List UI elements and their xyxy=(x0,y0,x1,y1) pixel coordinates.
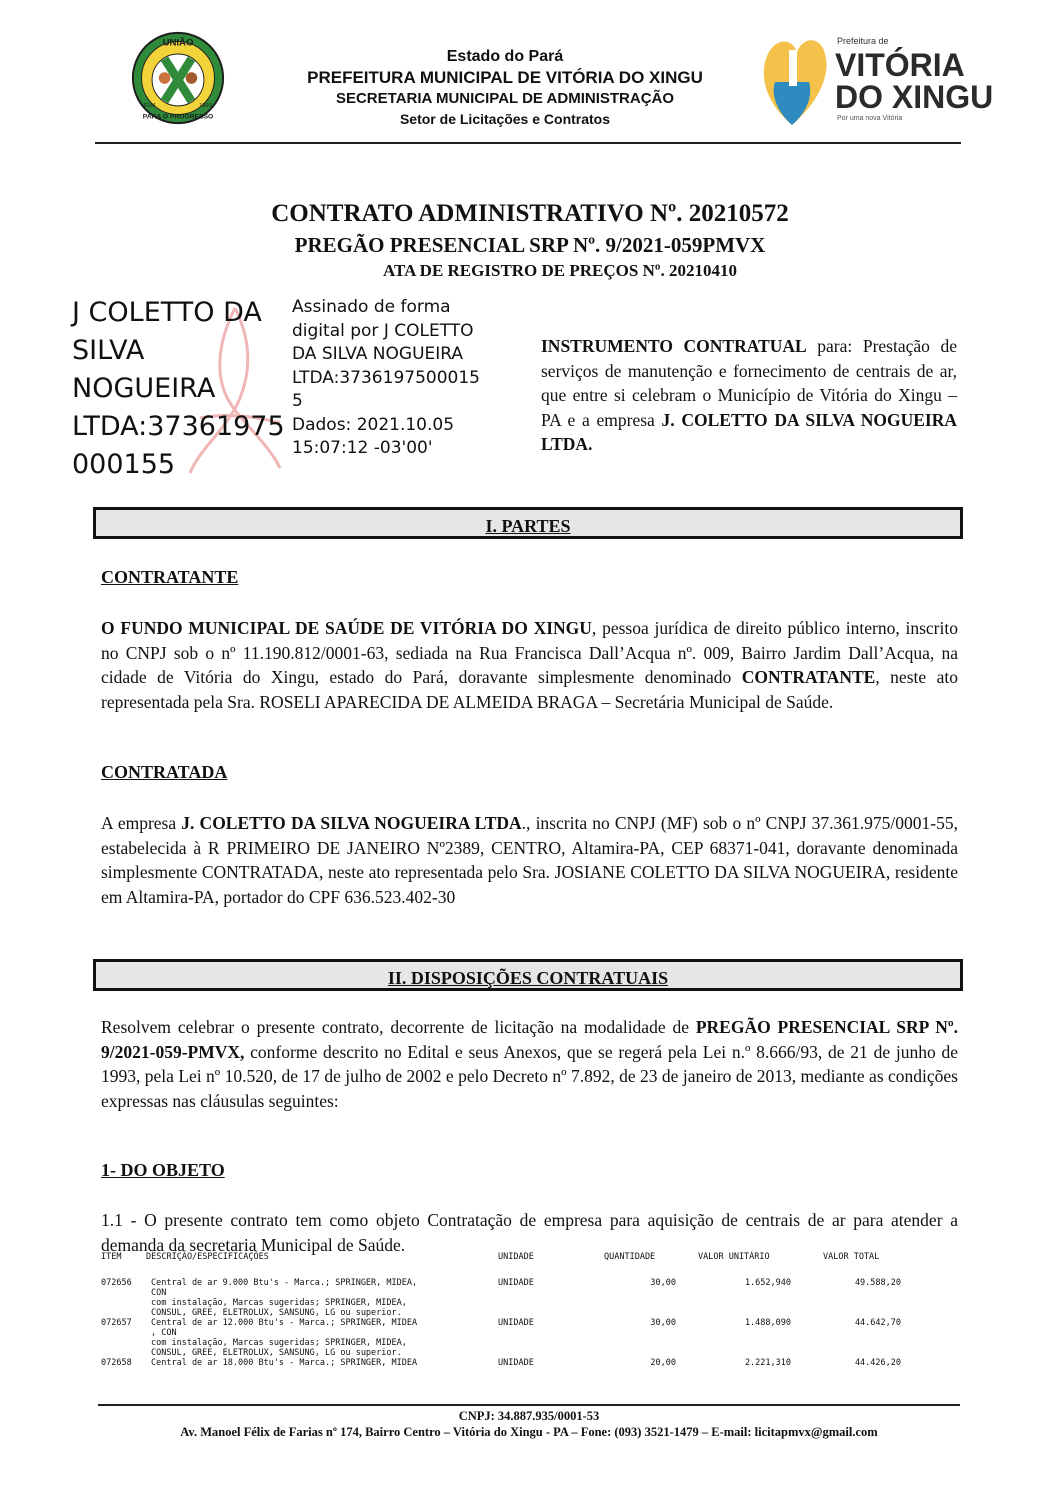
table-row-cont xyxy=(101,1298,921,1308)
logo-line2: DO XINGU xyxy=(835,79,994,115)
table-row-cont xyxy=(101,1348,921,1358)
contratante-text2: , neste ato representada pela Sra. ROSELI APARECIDA DE ALMEIDA BRAGA – Secretária Municipal de Saúde. xyxy=(101,667,958,712)
instrumento-text: para: Prestação de serviços de manutenção e fornecimento de centrais de ar, que entre si celebram o Município de Vitória do Xingu – PA e a empresa xyxy=(541,336,958,430)
col-total-header: VALOR TOTAL xyxy=(823,1252,880,1262)
item-desc-line: com instalação, Marcas sugeridas; SPRINGER, MIDEA, xyxy=(151,1338,407,1348)
resolvem-bold: PREGÃO PRESENCIAL SRP Nº. 9/2021-059-PMVX, xyxy=(101,1017,958,1062)
item-desc-line: Central de ar 12.000 Btu's - Marca.; SPRINGER, MIDEA xyxy=(151,1318,418,1328)
instrumento-contratual xyxy=(541,334,957,457)
contratada-heading: CONTRATADA xyxy=(101,762,228,782)
signature-name-line: LTDA:37361975 xyxy=(72,411,285,442)
item-qtd: 30,00 xyxy=(650,1318,676,1328)
logo-tagline: Por uma nova Vitória xyxy=(837,115,903,122)
contrato-title: CONTRATO ADMINISTRATIVO Nº. 20210572 xyxy=(271,200,789,227)
table-row-cont xyxy=(101,1308,921,1318)
table-row-cont xyxy=(101,1338,921,1348)
contratada-paragraph xyxy=(101,811,958,909)
contratada-name: J. COLETTO DA SILVA NOGUEIRA LTDA xyxy=(181,813,522,833)
item-unit-price: 1.488,090 xyxy=(744,1318,791,1328)
header-secretaria: SECRETARIA MUNICIPAL DE ADMINISTRAÇÃO xyxy=(335,90,675,107)
footer-cnpj: CNPJ: 34.887.935/0001-53 xyxy=(458,1409,600,1423)
crest-year-right: 1993 xyxy=(199,102,212,109)
signature-detail-line: LTDA:3736197500015 xyxy=(292,367,480,388)
item-unidade: UNIDADE xyxy=(498,1318,534,1328)
vitoria-do-xingu-logo xyxy=(757,30,994,130)
signature-detail-line: 15:07:12 -03'00' xyxy=(292,438,433,458)
item-desc-line: CONSUL, GREE, ELETROLUX, SANSUNG, LG ou superior. xyxy=(151,1348,402,1358)
footer-address: Av. Manoel Félix de Farias nº 174, Bairro Centro – Vitória do Xingu - PA – Fone: (093) 3521-1479 – E-mail: licitapmvx@gmail.com xyxy=(180,1425,878,1439)
header-prefeitura: PREFEITURA MUNICIPAL DE VITÓRIA DO XINGU xyxy=(307,68,703,87)
section-partes-title: I. PARTES xyxy=(485,516,571,536)
signature-detail-line: digital por J COLETTO xyxy=(292,320,474,341)
crest-top-text: UNIÃO xyxy=(162,37,194,49)
table-row xyxy=(101,1278,921,1288)
footer-divider xyxy=(98,1404,960,1406)
contratada-text2: ., inscrita no CNPJ (MF) sob o nº CNPJ 37.361.975/0001-55, estabelecida à R PRIMEIRO DE JANEIRO Nº2389, CENTRO, Altamira-PA, CEP 68371-041, doravante denominada simplesmente CONTRATADA, neste ato representada pelo Sra. JOSIANE COLETTO DA SILVA NOGUEIRA, residente em Altamira-PA, portador do CPF 636.523.402-30 xyxy=(101,813,958,907)
signature-detail-line: Assinado de forma xyxy=(292,297,451,317)
contratante-heading: CONTRATANTE xyxy=(101,567,239,587)
item-total: 49.588,20 xyxy=(854,1278,901,1288)
section-disposicoes-title: II. DISPOSIÇÕES CONTRATUAIS xyxy=(387,968,669,988)
section-partes-header xyxy=(93,507,963,539)
contratante-role: CONTRATANTE xyxy=(741,667,876,687)
signature-name-line: NOGUEIRA xyxy=(72,373,216,404)
document-titles xyxy=(100,198,960,282)
col-unidade-header: UNIDADE xyxy=(498,1252,534,1262)
col-desc-header: DESCRIÇÃO/ESPECIFICAÇÕES xyxy=(146,1252,269,1262)
items-header-row xyxy=(101,1252,921,1262)
signature-name-line: 000155 xyxy=(72,449,176,480)
item-code: 072657 xyxy=(101,1318,132,1328)
logo-small-text: Prefeitura de xyxy=(837,36,889,46)
signature-name-line: J COLETTO DA xyxy=(72,297,262,328)
page-header xyxy=(95,28,994,144)
item-desc-line: CON xyxy=(151,1288,167,1298)
items-table xyxy=(101,1252,921,1368)
item-code: 072658 xyxy=(101,1358,132,1368)
crest-year-left: 8161 xyxy=(143,102,157,109)
item-unidade: UNIDADE xyxy=(498,1278,534,1288)
section-disposicoes-header xyxy=(93,959,963,991)
table-row-cont xyxy=(101,1288,921,1298)
item-unit-price: 2.221,310 xyxy=(744,1358,791,1368)
logo-line1: VITÓRIA xyxy=(835,47,965,83)
contratada-text1: A empresa xyxy=(101,813,182,833)
item-total: 44.426,20 xyxy=(854,1358,901,1368)
col-unit-header: VALOR UNITÁRIO xyxy=(698,1252,770,1262)
objeto-heading: 1- DO OBJETO xyxy=(101,1160,225,1180)
resolvem-text1: Resolvem celebrar o presente contrato, decorrente de licitação na modalidade de xyxy=(101,1017,696,1037)
instrumento-lead: INSTRUMENTO CONTRATUAL xyxy=(541,336,807,356)
header-divider xyxy=(95,142,961,144)
item-unidade: UNIDADE xyxy=(498,1358,534,1368)
table-row xyxy=(101,1358,921,1368)
header-setor: Setor de Licitações e Contratos xyxy=(399,111,611,127)
municipal-crest-logo xyxy=(130,30,226,126)
item-code: 072656 xyxy=(101,1278,132,1288)
contratante-paragraph xyxy=(101,616,958,714)
item-desc-line: Central de ar 9.000 Btu's - Marca.; SPRINGER, MIDEA, xyxy=(151,1278,418,1288)
signature-detail-line: Dados: 2021.10.05 xyxy=(292,414,455,435)
item-total: 44.642,70 xyxy=(854,1318,901,1328)
table-row-cont xyxy=(101,1328,921,1338)
signature-name xyxy=(72,294,287,484)
pregao-title: PREGÃO PRESENCIAL SRP Nº. 9/2021-059PMVX xyxy=(294,233,766,257)
objeto-paragraph: 1.1 - O presente contrato tem como objeto Contratação de empresa para aquisição de centrais de ar para atender a demanda da secretaria Municipal de Saúde. xyxy=(101,1210,958,1255)
resolvem-text2: conforme descrito no Edital e seus Anexos, que se regerá pela Lei n.º 8.666/93, de 21 de junho de 1993, pela Lei nº 10.520, de 17 de julho de 2002 e pelo Decreto nº 7.892, de 23 de janeiro de 2013, mediante as condições expressas nas cláusulas seguintes: xyxy=(101,1041,958,1111)
col-item-header: ITEM xyxy=(101,1252,122,1262)
signature-details xyxy=(292,296,507,461)
item-desc-line: Central de ar 18.000 Btu's - Marca.; SPRINGER, MIDEA xyxy=(151,1358,418,1368)
item-desc-line: , CON xyxy=(151,1328,177,1338)
item-desc-line: CONSUL, GREE, ELETROLUX, SANSUNG, LG ou superior. xyxy=(151,1308,402,1318)
item-qtd: 30,00 xyxy=(650,1278,676,1288)
crest-ring-text: PARA O PROGRESSO xyxy=(142,113,214,121)
table-row xyxy=(101,1318,921,1328)
instrumento-company: J. COLETTO DA SILVA NOGUEIRA LTDA. xyxy=(541,409,958,454)
ata-title: ATA DE REGISTRO DE PREÇOS Nº. 20210410 xyxy=(382,261,737,280)
resolvem-paragraph xyxy=(101,1015,958,1113)
signature-detail-line: 5 xyxy=(292,391,303,411)
header-state: Estado do Pará xyxy=(446,48,564,65)
item-desc-line: com instalação, Marcas sugeridas; SPRINGER, MIDEA, xyxy=(151,1298,407,1308)
col-qtd-header: QUANTIDADE xyxy=(604,1252,656,1262)
contratante-text1: , pessoa jurídica de direito público interno, inscrito no CNPJ sob o nº 11.190.812/0001-63, sediada na Rua Francisca Dall’Acqua nº. 009, Bairro Jardim Dall’Acqua, na cidade de Vitória do Xingu, estado do Pará, doravante simplesmente denominado xyxy=(101,618,958,687)
item-unit-price: 1.652,940 xyxy=(744,1278,791,1288)
signature-name-line: SILVA xyxy=(72,335,145,366)
signature-detail-line: DA SILVA NOGUEIRA xyxy=(292,344,464,364)
header-text xyxy=(245,46,765,130)
contratante-name: O FUNDO MUNICIPAL DE SAÚDE DE VITÓRIA DO XINGU xyxy=(101,618,592,638)
item-qtd: 20,00 xyxy=(650,1358,676,1368)
